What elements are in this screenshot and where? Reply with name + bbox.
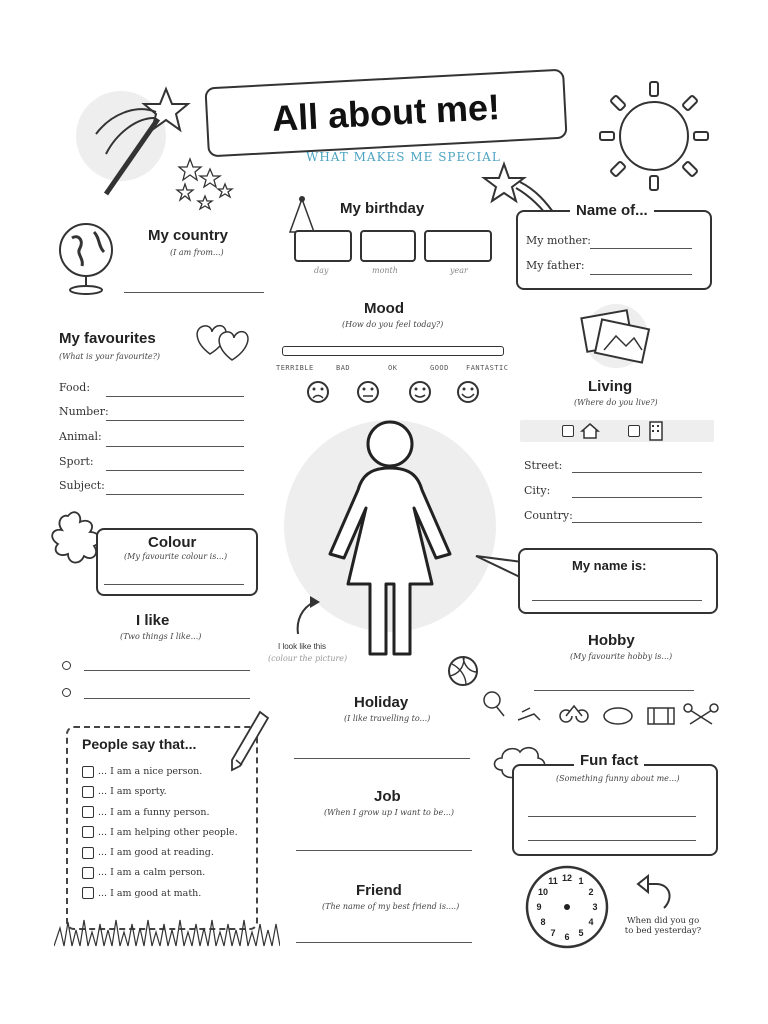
street-label: Street: [524, 459, 563, 472]
city-label: City: [524, 484, 551, 497]
photos-icon [574, 300, 656, 370]
people-item[interactable]: ... I am a nice person. [82, 762, 238, 782]
hobby-icons [478, 686, 728, 732]
job-sub: (When I grow up I want to be...) [324, 808, 455, 817]
people-item[interactable]: ... I am a funny person. [82, 803, 238, 823]
name-field[interactable] [532, 600, 702, 601]
colour-heading: Colour [148, 534, 197, 551]
ilike-bullet-2 [62, 688, 71, 697]
clock-number: 8 [540, 917, 546, 927]
birthday-day-box[interactable] [294, 230, 352, 262]
name-of-heading: Name of... [570, 202, 654, 219]
funfact-heading: Fun fact [574, 752, 644, 769]
sport-field[interactable] [106, 470, 244, 471]
friend-heading: Friend [356, 882, 402, 899]
people-item[interactable]: ... I am good at math. [82, 884, 238, 904]
name-of-box [516, 210, 712, 290]
number-label: Number: [59, 405, 109, 418]
mood-ok: OK [388, 364, 398, 372]
sport-label: Sport: [59, 455, 94, 468]
clock-number: 11 [548, 876, 558, 886]
globe-icon [54, 218, 118, 296]
food-field[interactable] [106, 396, 244, 397]
living-country-label: Country: [524, 509, 573, 522]
sun-icon [594, 76, 714, 196]
job-heading: Job [374, 788, 401, 805]
name-heading: My name is: [572, 558, 647, 573]
house-checkbox[interactable] [562, 425, 574, 437]
page-subtitle: WHAT MAKES ME SPECIAL [306, 150, 501, 164]
number-field[interactable] [106, 420, 244, 421]
house-icon [580, 422, 600, 440]
people-item[interactable]: ... I am a calm person. [82, 863, 238, 883]
mood-sub: (How do you feel today?) [342, 320, 444, 329]
mood-bad: BAD [336, 364, 351, 372]
clock-number: 7 [550, 928, 556, 938]
ilike-field-2[interactable] [84, 698, 250, 699]
birthday-month-label: month [372, 266, 398, 275]
bedtime-question: When did you go to bed yesterday? [624, 916, 702, 936]
clock-number: 12 [561, 873, 573, 883]
ilike-bullet-1 [62, 661, 71, 670]
subject-field[interactable] [106, 494, 244, 495]
people-checkbox[interactable] [82, 766, 94, 778]
apartment-icon [648, 420, 664, 442]
mood-scale-bar[interactable] [282, 346, 504, 356]
country-sub: (I am from...) [170, 248, 224, 257]
mother-label: My mother: [526, 234, 592, 247]
mood-good: GOOD [430, 364, 449, 372]
subject-label: Subject: [59, 479, 105, 492]
colour-field[interactable] [104, 584, 244, 585]
ilike-sub: (Two things I like...) [120, 632, 202, 641]
mood-heading: Mood [364, 300, 404, 317]
people-checkbox[interactable] [82, 847, 94, 859]
arrow-up-icon [288, 594, 324, 638]
people-checkbox[interactable] [82, 786, 94, 798]
funfact-field-2[interactable] [528, 840, 696, 841]
city-field[interactable] [572, 497, 702, 498]
look-text: I look like this [278, 642, 327, 651]
worksheet [44, 64, 728, 964]
job-field[interactable] [296, 850, 472, 851]
volleyball-icon [446, 654, 480, 688]
people-item[interactable]: ... I am good at reading. [82, 843, 238, 863]
mood-faces-icon [302, 378, 492, 406]
father-label: My father: [526, 259, 585, 272]
birthday-day-label: day [314, 266, 329, 275]
people-checkbox[interactable] [82, 887, 94, 899]
people-item[interactable]: ... I am sporty. [82, 782, 238, 802]
clock-number: 4 [588, 917, 594, 927]
people-checkbox[interactable] [82, 826, 94, 838]
funfact-field-1[interactable] [528, 816, 696, 817]
birthday-year-label: year [450, 266, 468, 275]
hearts-icon [190, 314, 256, 364]
apartment-checkbox[interactable] [628, 425, 640, 437]
people-checkbox[interactable] [82, 806, 94, 818]
clock-number: 9 [536, 902, 542, 912]
living-type-bar [520, 420, 714, 442]
mood-fantastic: FANTASTIC [466, 364, 509, 372]
friend-field[interactable] [296, 942, 472, 943]
people-checkbox[interactable] [82, 867, 94, 879]
food-label: Food: [59, 381, 91, 394]
clock-number: 6 [564, 932, 570, 942]
grass-icon [54, 914, 280, 950]
father-field[interactable] [590, 274, 692, 275]
living-heading: Living [588, 378, 633, 395]
country-heading: My country [148, 227, 229, 244]
clock-number: 2 [588, 887, 594, 897]
return-arrow-icon [634, 874, 678, 912]
favourites-heading: My favourites [59, 330, 156, 347]
holiday-field[interactable] [294, 758, 470, 759]
birthday-heading: My birthday [340, 200, 425, 217]
birthday-month-box[interactable] [360, 230, 416, 262]
living-country-field[interactable] [572, 522, 702, 523]
holiday-heading: Holiday [354, 694, 409, 711]
page-title: All about me! [271, 86, 501, 139]
ilike-field-1[interactable] [84, 670, 250, 671]
colour-sub: (My favourite colour is...) [124, 552, 228, 561]
favourites-sub: (What is your favourite?) [59, 352, 161, 361]
clock-number: 3 [592, 902, 598, 912]
people-list [82, 762, 238, 904]
party-hat-icon [287, 194, 317, 234]
mother-field[interactable] [590, 248, 692, 249]
people-heading: People say that... [82, 736, 197, 752]
title-banner [204, 69, 567, 158]
animal-label: Animal: [59, 430, 102, 443]
clock-number: 10 [537, 887, 549, 897]
clock-number: 5 [578, 928, 584, 938]
country-field[interactable] [124, 292, 264, 293]
stars-icon [170, 154, 240, 214]
mood-terrible: TERRIBLE [276, 364, 314, 372]
clock-number: 1 [578, 876, 584, 886]
people-item[interactable]: ... I am helping other people. [82, 823, 238, 843]
holiday-sub: (I like travelling to...) [344, 714, 431, 723]
hobby-heading: Hobby [588, 632, 635, 649]
look-sub: (colour the picture) [268, 654, 348, 663]
friend-sub: (The name of my best friend is....) [322, 902, 460, 911]
hobby-sub: (My favourite hobby is...) [570, 652, 673, 661]
ilike-heading: I like [136, 612, 170, 629]
street-field[interactable] [572, 472, 702, 473]
funfact-sub: (Something funny about me...) [556, 774, 680, 783]
birthday-year-box[interactable] [424, 230, 492, 262]
clock-icon[interactable] [524, 864, 610, 950]
living-sub: (Where do you live?) [574, 398, 658, 407]
name-bubble-tail [474, 554, 524, 584]
animal-field[interactable] [106, 446, 244, 447]
